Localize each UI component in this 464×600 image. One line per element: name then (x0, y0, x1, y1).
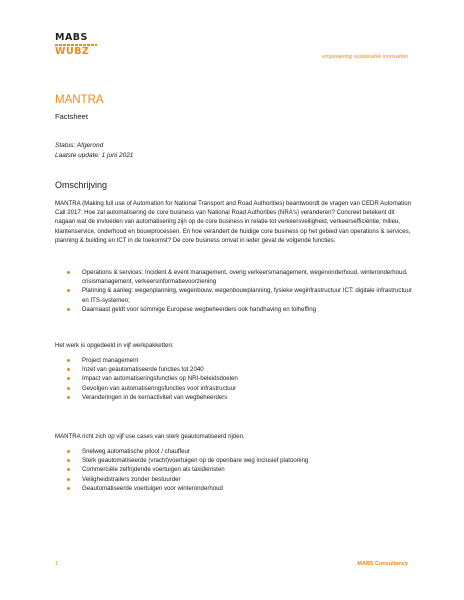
list-item: Operations & services: Incident & event management, overig verkeersmanagement, wegenonderhoud, winteronderhoud, crisismanagement, verkeersinformatievoorziening (65, 268, 415, 286)
list-item: Sterk geautomatiseerde (vracht)voertuigen op de openbare weg inclusief platooning (65, 456, 415, 465)
page-number: 1 (55, 561, 59, 567)
list-item: Daarnaast geldt voor sommige Europese wegbeheerders ook handhaving en tolheffing (65, 305, 415, 314)
usecases-list (65, 447, 415, 493)
list-item: Geautomatiseerde voertuigen voor winteronderhoud (65, 484, 415, 493)
mabs-logo (55, 33, 97, 57)
workpackages-list (65, 356, 415, 402)
list-item: Veiligheidstrailers zonder bestuurder (65, 475, 415, 484)
logo-line2: WUBZ (55, 46, 90, 57)
list-item: Veranderingen in de kernactiviteit van wegbeheerders (65, 393, 415, 402)
status-text: Status: Afgerond (55, 142, 104, 149)
document-title: MANTRA (55, 94, 104, 106)
document-subtitle: Factsheet (55, 112, 88, 121)
list-item: Commerciële zelfrijdende voertuigen als taxidiensten (65, 465, 415, 474)
list-item: Gevolgen van automatiseringsfuncties voor infrastructuur (65, 384, 415, 393)
list-item: Snelweg automatische piloot / chauffeur (65, 447, 415, 456)
list-item: Project management (65, 356, 415, 365)
usecases-intro: MANTRA richt zich op vijf use cases van sterk geautomatiseerd rijden. (55, 433, 245, 440)
tagline: empowering sustainable innovation (322, 54, 408, 60)
list-item: Inzet van geautomatiseerde functies tot 2040 (65, 365, 415, 374)
status-block (55, 141, 133, 160)
last-update-text: Laatste update: 1 juni 2021 (55, 151, 134, 159)
footer-company: MABS Consultancy (357, 561, 408, 567)
workpackages-intro: Het werk is opgedeeld in vijf werkpakketten: (55, 342, 174, 349)
list-item: Planning & aanleg: wegenplanning, wegenbouw, wegenbouwplanning, fysieke weginfrastructuur ICT: digitale infrastructuur en ITS-systemen; (65, 286, 415, 304)
list-item: Impact van automatiseringsfuncties op NRI-beleidsdoelen (65, 374, 415, 383)
intro-paragraph: MANTRA (Making full use of Automation for National Transport and Road Authorities) beantwoordt de vragen van CEDR Automation Call 2017: Hoe zal automatisering de core business van National Road Authorities (NRA's) veranderen? Concreet betekent dit nagaan wat de invloeden van automatisering zijn op de core business in relatie tot verkeersveiligheid, verkeersefficiëntie, milieu, klantenservice, onderhoud en bouwprocessen. En hoe verandert de huidige core business op het gebied van operations & services, planning & building en ICT in de toekomst? De core business omvat in ieder geval de volgende functies: (55, 200, 411, 244)
section-heading: Omschrijving (55, 180, 108, 190)
functions-list (65, 268, 415, 314)
logo-line1: MABS (55, 32, 88, 43)
